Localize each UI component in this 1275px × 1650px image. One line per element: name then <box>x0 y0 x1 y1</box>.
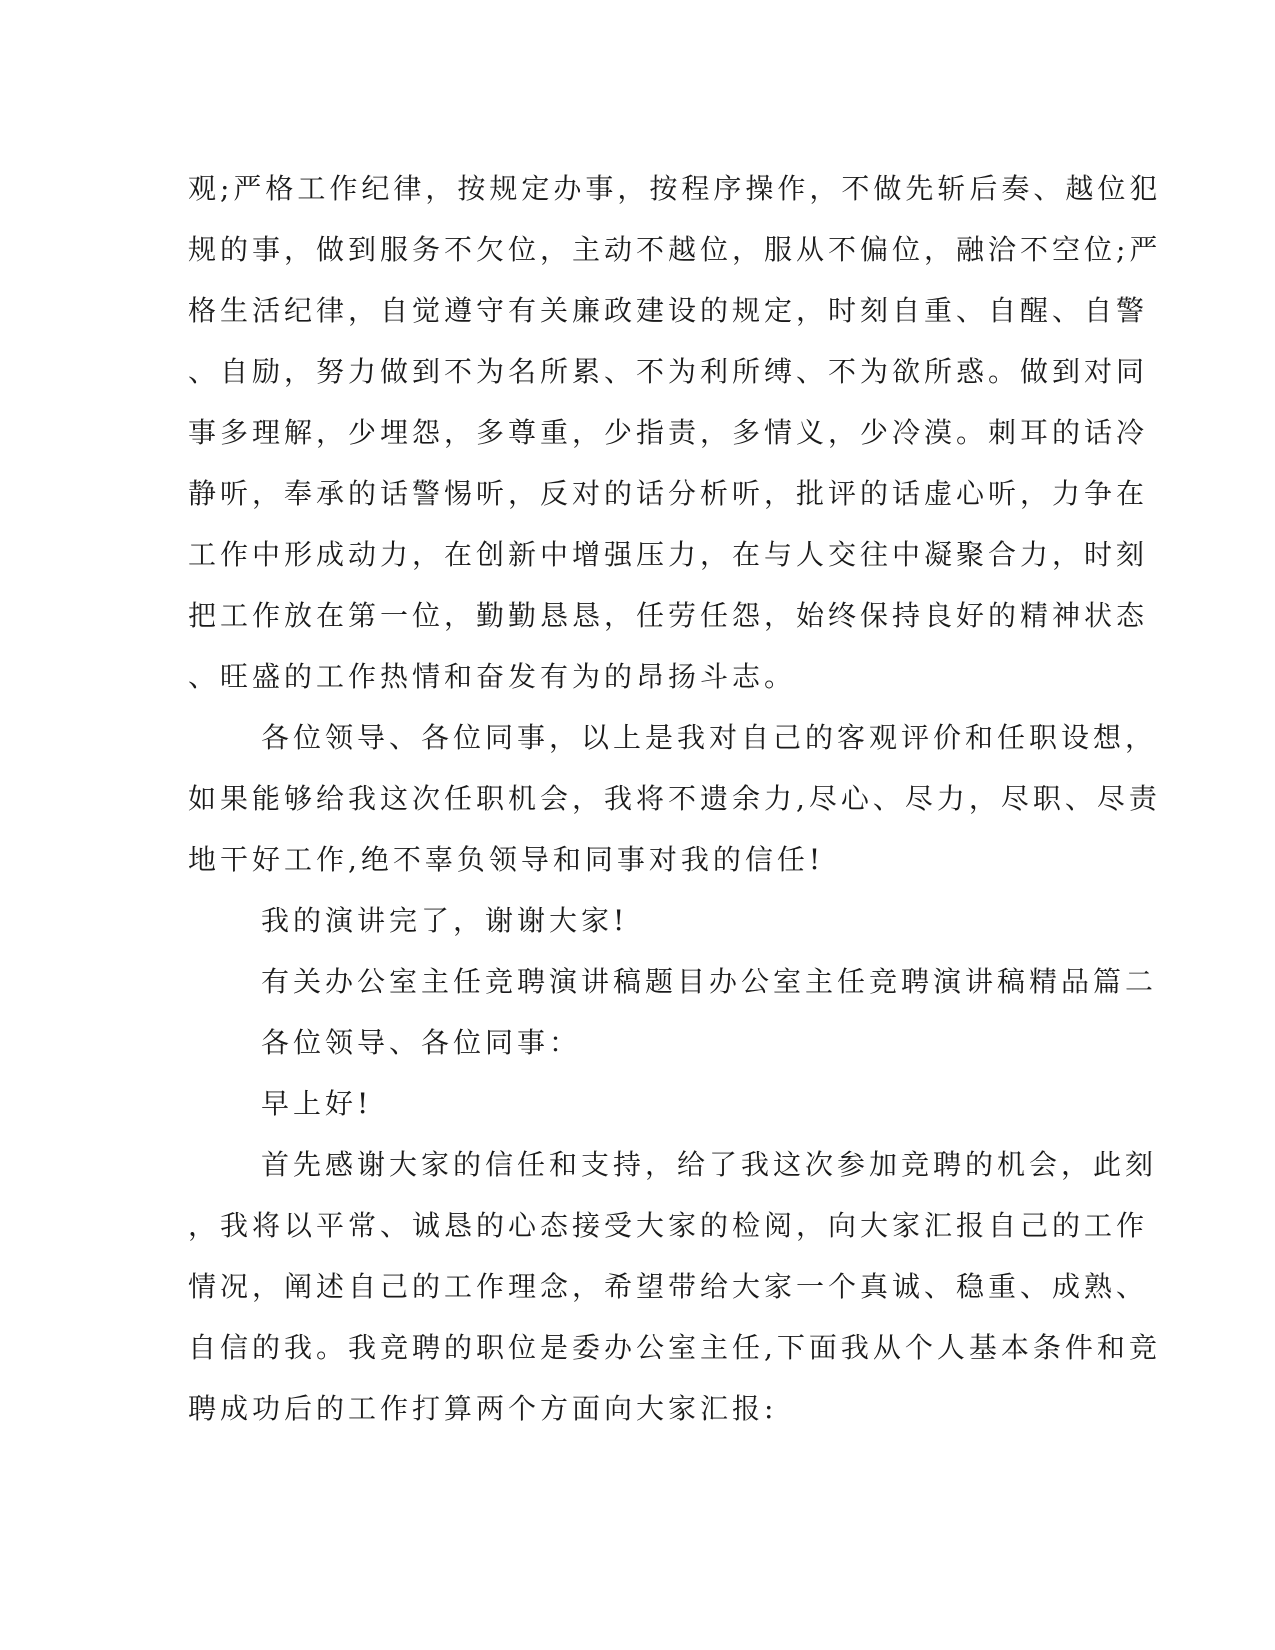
section-title: 有关办公室主任竞聘演讲稿题目办公室主任竞聘演讲稿精品篇二 <box>261 965 1158 998</box>
body-text <box>188 158 1162 1439</box>
text-line: 地干好工作,绝不辜负领导和同事对我的信任! <box>188 843 825 876</box>
text-line: 工作中形成动力，在创新中增强压力，在与人交往中凝聚合力，时刻 <box>188 538 1149 571</box>
text-line: 聘成功后的工作打算两个方面向大家汇报: <box>188 1392 778 1425</box>
text-line: 格生活纪律，自觉遵守有关廉政建设的规定，时刻自重、自醒、自警 <box>188 294 1149 327</box>
salutation: 各位领导、各位同事： <box>261 1026 582 1059</box>
closing-line: 我的演讲完了，谢谢大家! <box>261 904 629 937</box>
text-line: 情况，阐述自己的工作理念，希望带给大家一个真诚、稳重、成熟、 <box>188 1270 1149 1303</box>
text-line: 、旺盛的工作热情和奋发有为的昂扬斗志。 <box>188 660 797 693</box>
text-line: 自信的我。我竞聘的职位是委办公室主任,下面我从个人基本条件和竞 <box>188 1331 1161 1364</box>
text-line: 事多理解，少埋怨，多尊重，少指责，多情义，少冷漠。刺耳的话冷 <box>188 416 1149 449</box>
text-line: 静听，奉承的话警惕听，反对的话分析听，批评的话虚心听，力争在 <box>188 477 1149 510</box>
text-line: ，我将以平常、诚恳的心态接受大家的检阅，向大家汇报自己的工作 <box>188 1209 1149 1242</box>
greeting: 早上好! <box>261 1087 373 1120</box>
text-line: 规的事，做到服务不欠位，主动不越位，服从不偏位，融洽不空位;严 <box>188 233 1162 266</box>
paragraph-start-line: 首先感谢大家的信任和支持，给了我这次参加竞聘的机会，此刻 <box>261 1148 1158 1181</box>
paragraph-start-line: 各位领导、各位同事，以上是我对自己的客观评价和任职设想， <box>261 721 1158 754</box>
text-line: 如果能够给我这次任职机会，我将不遗余力,尽心、尽力，尽职、尽责 <box>188 782 1161 815</box>
text-line: 把工作放在第一位，勤勤恳恳，任劳任怨，始终保持良好的精神状态 <box>188 599 1149 632</box>
text-line: 、自励，努力做到不为名所累、不为利所缚、不为欲所惑。做到对同 <box>188 355 1149 388</box>
text-line: 观;严格工作纪律，按规定办事，按程序操作，不做先斩后奏、越位犯 <box>188 172 1162 205</box>
